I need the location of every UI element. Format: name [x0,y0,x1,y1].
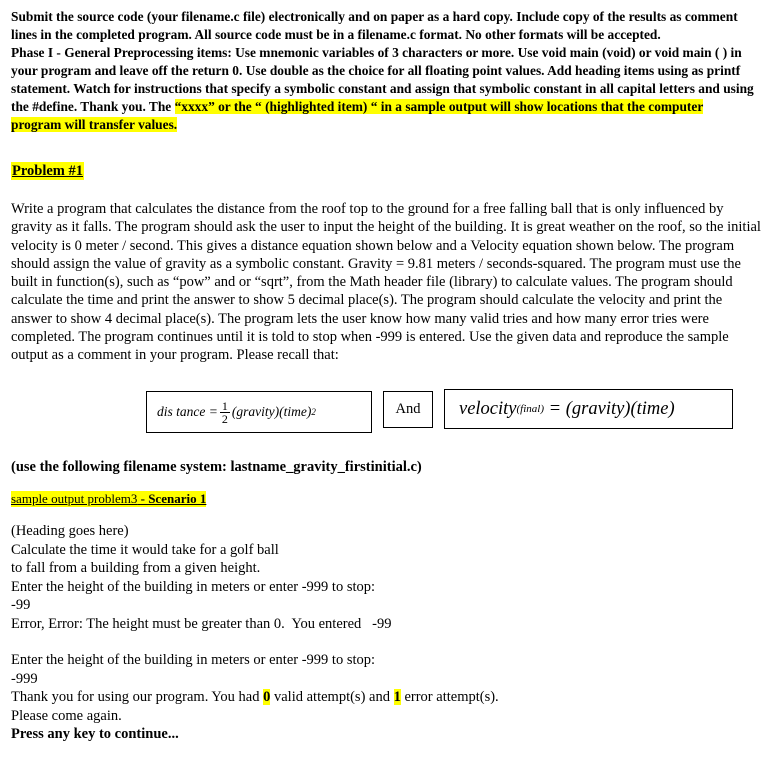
fraction-denominator: 2 [221,411,228,426]
output-error: Error, Error: The height must be greater than 0. You entered -99 [11,615,392,632]
scenario-label: - Scenario 1 [137,491,207,506]
one-half-fraction [220,400,230,425]
thanks-text: Thank you for using our program. You had [11,689,264,705]
output-heading: (Heading goes here) [11,523,129,539]
output-press-key: Press any key to continue... [11,726,179,742]
thanks-text: valid attempt(s) and [270,689,394,705]
output-line: Calculate the time it would take for a golf ball [11,541,279,558]
output-input: -99 [11,597,31,613]
output-come-again: Please come again. [11,707,122,724]
and-label: And [395,401,421,417]
phase-one-text: Phase I - General Preprocessing items: Use mnemonic variables of 3 characters or more. Use void main (void) or void main ( ) in your program and leave off the return 0. Use double as the choice for all floating point values. Add heading items using as printf statement. Watch for instructions that specify a symbolic constant and assign that symbolic constant in all capital letters and using the #define. Thank you. The [11,45,754,114]
velocity-subscript: (final) [516,403,545,415]
velocity-lhs: velocity [459,398,517,419]
distance-equation [146,391,372,433]
output-thanks [11,688,756,707]
fraction-numerator: 1 [221,398,228,413]
velocity-rhs: = (gravity)(time) [548,398,675,419]
output-prompt: Enter the height of the building in meters or enter -999 to stop: [11,652,376,668]
submission-instructions: Submit the source code (your filename.c file) electronically and on paper as a hard copy. Include copy of the results as comment lines in the completed program. All source code must be in a filename.c format. No other formats will be accepted. [11,9,738,42]
sample-output-label [11,491,206,507]
valid-count: 0 [263,689,271,705]
and-box [383,391,433,428]
velocity-equation [444,389,733,429]
problem-description: Write a program that calculates the distance from the roof top to the ground for a free falling ball that is only influenced by gravity as it falls. The program should ask the user to input the height of the building. It is great weather on the roof, so the initial velocity is 0 meter / second. This gives a distance equation shown below and a Velocity equation shown below. The program should assign the value of gravity as a symbolic constant. Gravity = 9.81 meters / seconds-squared. The program must use the built in function(s), such as “pow” and or “sqrt”, from the Math header file (library) to calculate values. The program should calculate the time and print the answer to show 5 decimal place(s). The program should calculate the velocity and print the answer to show 4 decimal place(s). The program lets the user know how many valid tries and how many error tries were completed. The program continues until it is told to stop when -999 is entered. Use the given data and reproduce the sample output as a comment in your program. Please recall that: [11,201,761,364]
phase-one-highlight: “xxxx” or the “ (highlighted item) “ in a sample output will show locations that the computer program will transfer values. [11,99,704,132]
problem-heading: Problem #1 [12,163,84,179]
sample-output [11,522,756,744]
sample-label-text: sample output problem3 [11,491,138,506]
output-prompt: Enter the height of the building in meters or enter -999 to stop: [11,578,376,595]
distance-rhs: (gravity)(time) [231,404,312,419]
distance-exponent: 2 [311,407,316,417]
phase-one-instructions [11,44,756,134]
output-line: to fall from a building from a given height. [11,560,261,576]
output-spacer [11,633,756,651]
thanks-text: error attempt(s). [400,689,499,705]
error-count: 1 [393,689,401,705]
instructions-block [11,8,756,134]
distance-lhs: dis tance = [157,404,218,419]
filename-note: (use the following filename system: lastname_gravity_firstinitial.c) [11,459,422,475]
output-input: -999 [11,670,38,687]
